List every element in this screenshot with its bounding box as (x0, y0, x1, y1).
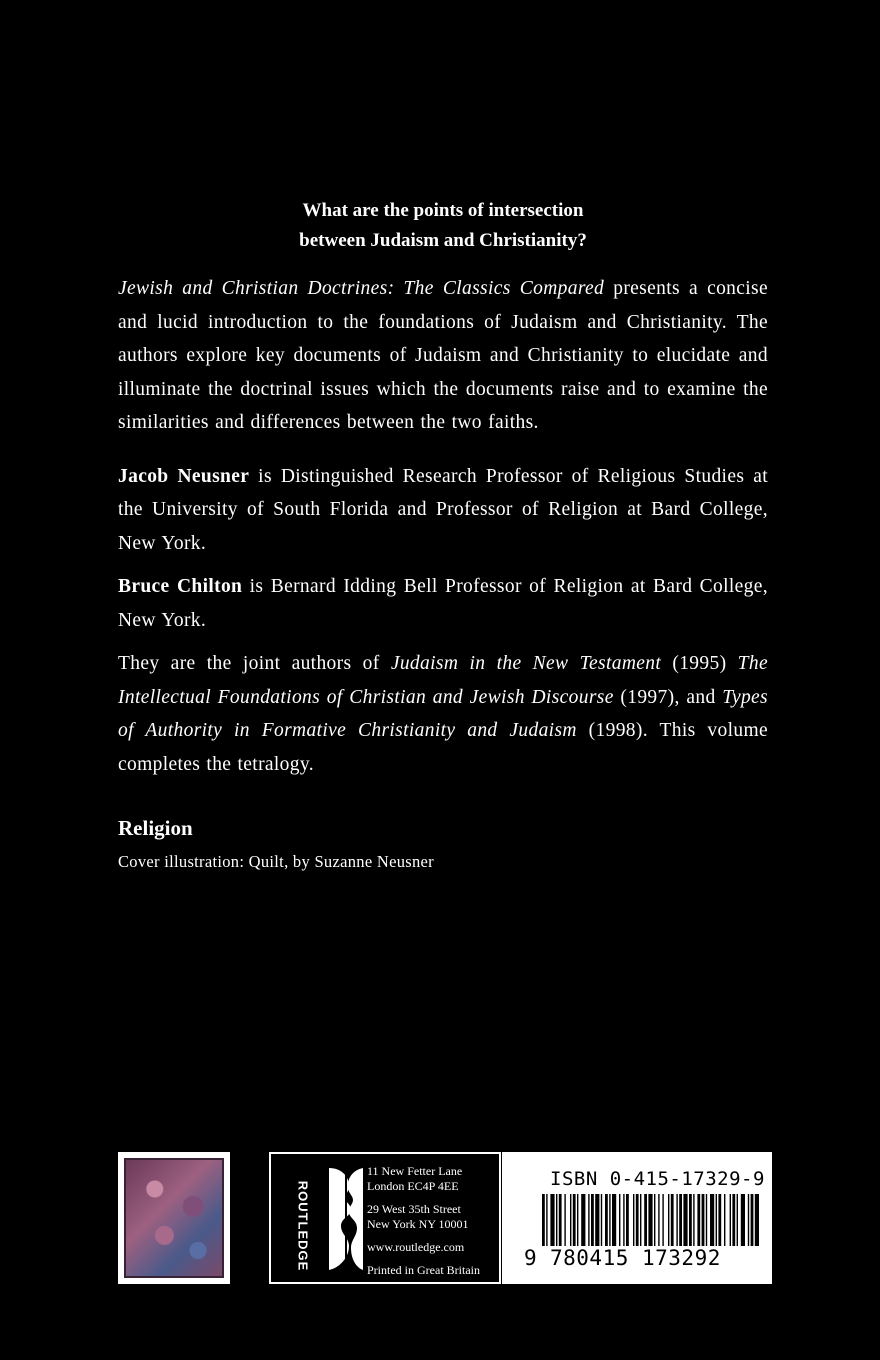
ean-digits: 780415 173292 (550, 1246, 721, 1270)
joint-text-1: They are the joint authors of (118, 653, 391, 674)
newyork-address (367, 1202, 480, 1232)
publisher-addresses (367, 1164, 480, 1278)
ean-first-digit: 9 (524, 1246, 537, 1270)
publisher-website: www.routledge.com (367, 1240, 465, 1254)
author2-paragraph (118, 570, 768, 637)
joint-paragraph (118, 647, 768, 781)
joint-book-1: Judaism in the New Testament (390, 653, 662, 674)
isbn-barcode (502, 1152, 772, 1284)
barcode-bars (542, 1194, 762, 1246)
intro-text: presents a concise and lucid introduction to the foundations of Judaism and Christianity. The authors explore key documents of Judaism and Christianity to elucidate and illuminate the doctrinal issues which the documents raise and to examine the similarities and differences between the two faiths. (118, 278, 768, 433)
cover-thumbnail (118, 1152, 230, 1284)
faces-logo-icon (327, 1164, 365, 1274)
subject-category: Religion (118, 816, 193, 840)
author2-bio: is Bernard Idding Bell Professor of Religion at Bard College, New York. (118, 576, 768, 631)
book-title: Jewish and Christian Doctrines: The Classics Compared (118, 278, 605, 299)
author1-paragraph (118, 460, 768, 561)
author1-bio: is Distinguished Research Professor of Religious Studies at the University of South Florida and Professor of Religion at Bard College, New York. (118, 465, 768, 554)
headline-line-1: What are the points of intersection (302, 200, 584, 221)
back-cover-text (118, 196, 768, 875)
author1-name: Jacob Neusner (118, 465, 250, 487)
london-address-line-1: 11 New Fetter Lane (367, 1164, 463, 1178)
newyork-address-line-2: New York NY 10001 (367, 1217, 469, 1231)
joint-text-3: (1997), and (613, 686, 723, 708)
publisher-box (269, 1152, 501, 1284)
headline-line-2: between Judaism and Christianity? (299, 230, 587, 251)
joint-book-3: Types of Authority in Formative Christianity and Judaism (118, 686, 768, 741)
london-address (367, 1164, 480, 1194)
joint-book-2: The Intellectual Foundations of Christian and Jewish Discourse (118, 653, 768, 708)
cover-credit: Cover illustration: Quilt, by Suzanne Neusner (118, 852, 434, 871)
joint-text-2: (1995) (661, 653, 738, 674)
routledge-logo (283, 1162, 319, 1274)
joint-text-4: (1998). This volume completes the tetralogy. (118, 720, 768, 775)
author2-name: Bruce Chilton (118, 576, 243, 597)
intro-paragraph (118, 272, 768, 440)
headline (118, 196, 768, 256)
london-address-line-2: London EC4P 4EE (367, 1179, 459, 1193)
newyork-address-line-1: 29 West 35th Street (367, 1202, 461, 1216)
printed-note: Printed in Great Britain (367, 1263, 480, 1277)
isbn-number: ISBN 0-415-17329-9 (550, 1168, 765, 1190)
quilt-image (124, 1158, 224, 1278)
publisher-logo-word: ROUTLEDGE (295, 1180, 311, 1272)
